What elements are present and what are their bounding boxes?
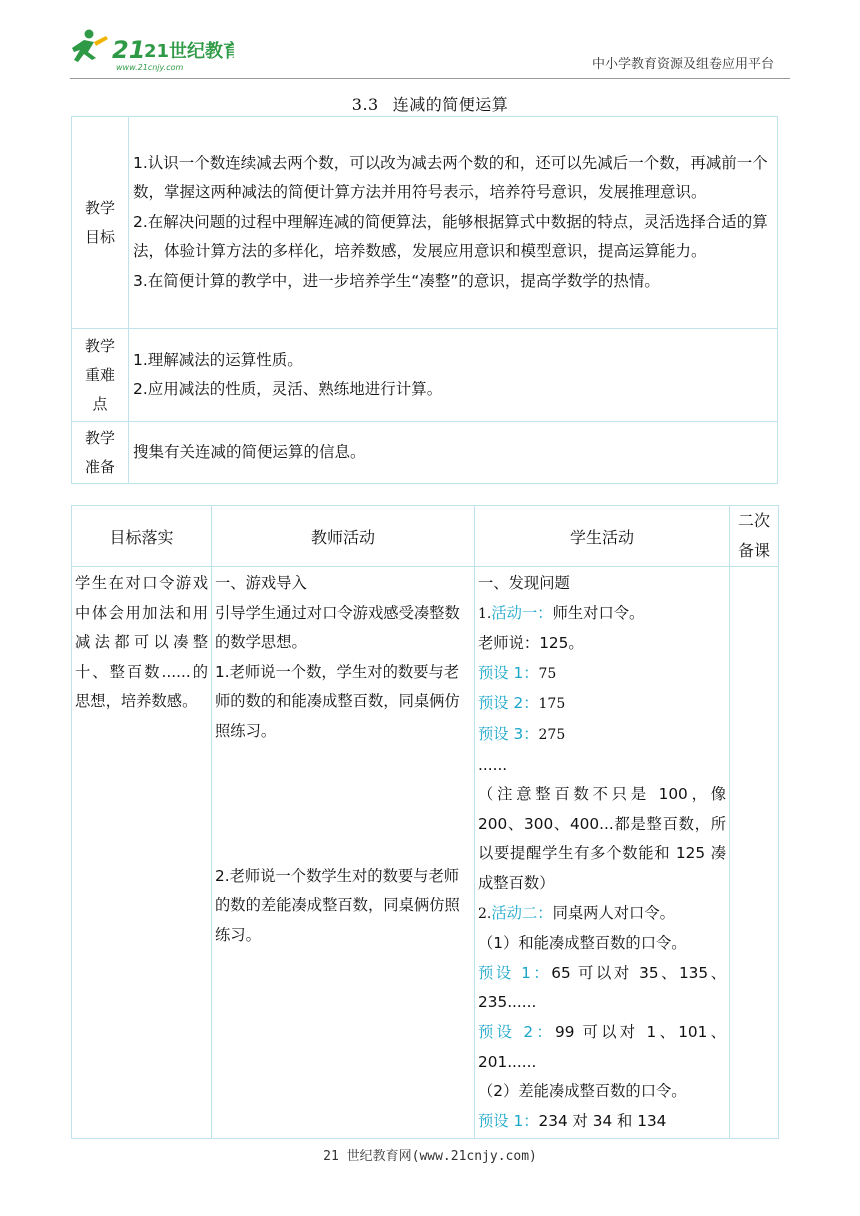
teacher-intro: 引导学生通过对口令游戏感受凑整数的数学思想。	[215, 603, 460, 652]
lesson-title	[0, 92, 860, 115]
header-revision: 二次备课	[730, 506, 779, 567]
preset-value: 175	[538, 696, 566, 713]
page-header	[0, 0, 860, 86]
diff-preset-1	[478, 1107, 726, 1137]
sum-preset-1	[478, 959, 726, 1018]
logo-url-text: www.21cnjy.com	[116, 63, 184, 72]
activity-1-number: 1.	[478, 605, 492, 622]
teacher-step-2: 2.老师说一个数学生对的数要与老师的数的差能凑成整百数，同桌俩仿照练习。	[215, 866, 460, 944]
page-footer: 21 世纪教育网(www.21cnjy.com)	[323, 1149, 537, 1164]
key-point-item: 1.理解减法的运算性质。	[133, 350, 303, 369]
goal-item: 3.在简便计算的教学中，进一步培养学生“凑整”的意识，提高学数学的热情。	[133, 271, 660, 290]
header-divider	[70, 78, 790, 79]
prep-cell: 搜集有关连减的简便运算的信息。	[129, 422, 778, 484]
key-points-cell	[129, 329, 778, 422]
goal-item: 1.认识一个数连续减去两个数，可以改为减去两个数的和，还可以先减后一个数，再减前一个数，掌握这两种减法的简便计算方法并用符号表示，培养符号意识，发展推理意识。	[133, 153, 768, 202]
header-goal: 目标落实	[72, 506, 212, 567]
teacher-says: 老师说：125。	[478, 634, 584, 653]
activity-2-number: 2.	[478, 905, 492, 922]
preset-text: 65 可以对 35、135、235......	[478, 963, 726, 1012]
preset-2	[478, 689, 726, 720]
preset-3	[478, 720, 726, 751]
goals-cell	[129, 117, 778, 329]
activity-1-label: 活动一：	[491, 603, 553, 622]
preset-value: 75	[538, 665, 557, 682]
diff-title: （2）差能凑成整百数的口令。	[478, 1082, 687, 1101]
runner-icon	[64, 28, 234, 74]
preset-1	[478, 659, 726, 690]
preset-label: 预设 2：	[478, 694, 539, 713]
goal-item: 2.在解决问题的过程中理解连减的简便算法，能够根据算式中数据的特点，灵活选择合适的算法，体验计算方法的多样化，培养数感，发展应用意识和模型意识，提高运算能力。	[133, 212, 768, 261]
activity-2-text: 同桌两人对口令。	[552, 903, 675, 922]
platform-name: 中小学教育资源及组卷应用平台	[591, 57, 774, 72]
note: （注意整百数不只是 100，像 200、300、400...都是整百数，所以要提醒学生有多个数能和 125 凑成整百数）	[478, 785, 726, 892]
lesson-number: 3.3	[351, 95, 379, 114]
prep-label: 教学准备	[72, 422, 129, 484]
key-points-label: 教学重难点	[72, 329, 129, 422]
teacher-step-1: 1.老师说一个数，学生对的数要与老师的数的和能凑成整百数，同桌俩仿照练习。	[215, 662, 460, 740]
goal-cell: 学生在对口令游戏中体会用加法和用减法都可以凑整十、整百数......的思想，培养数感。	[72, 567, 212, 1139]
activity-table	[71, 505, 779, 1139]
lesson-title-text: 连减的简便运算	[392, 95, 509, 114]
ellipsis: ......	[478, 755, 508, 774]
logo-text: 21世纪教育	[144, 41, 234, 62]
preset-text: 99 可以对 1、101、201......	[478, 1022, 726, 1071]
student-cell	[475, 567, 730, 1139]
header-teacher: 教师活动	[212, 506, 475, 567]
lesson-info-table	[71, 116, 778, 484]
student-section-title: 一、发现问题	[478, 574, 570, 592]
site-logo	[64, 28, 234, 74]
preset-label: 预设 1：	[478, 1111, 539, 1130]
sum-title: （1）和能凑成整百数的口令。	[478, 934, 687, 953]
goals-label: 教学目标	[72, 117, 129, 329]
svg-text:21: 21	[112, 36, 146, 64]
revision-cell	[730, 567, 779, 1139]
key-point-item: 2.应用减法的性质，灵活、熟练地进行计算。	[133, 380, 443, 398]
header-student: 学生活动	[475, 506, 730, 567]
preset-label: 预设 1：	[478, 663, 539, 682]
teacher-cell	[212, 567, 475, 1139]
activity-2-label: 活动二：	[491, 903, 553, 922]
preset-label: 预设 3：	[478, 724, 539, 743]
sum-preset-2	[478, 1018, 726, 1077]
preset-label: 预设 1：	[478, 963, 552, 982]
activity-1-text: 师生对口令。	[552, 603, 645, 622]
activity-2	[478, 899, 726, 930]
preset-label: 预设 2：	[478, 1022, 555, 1041]
activity-1	[478, 599, 726, 630]
teacher-section-title: 一、游戏导入	[215, 574, 307, 592]
preset-value: 275	[538, 726, 566, 743]
preset-text: 234 对 34 和 134	[538, 1111, 667, 1130]
